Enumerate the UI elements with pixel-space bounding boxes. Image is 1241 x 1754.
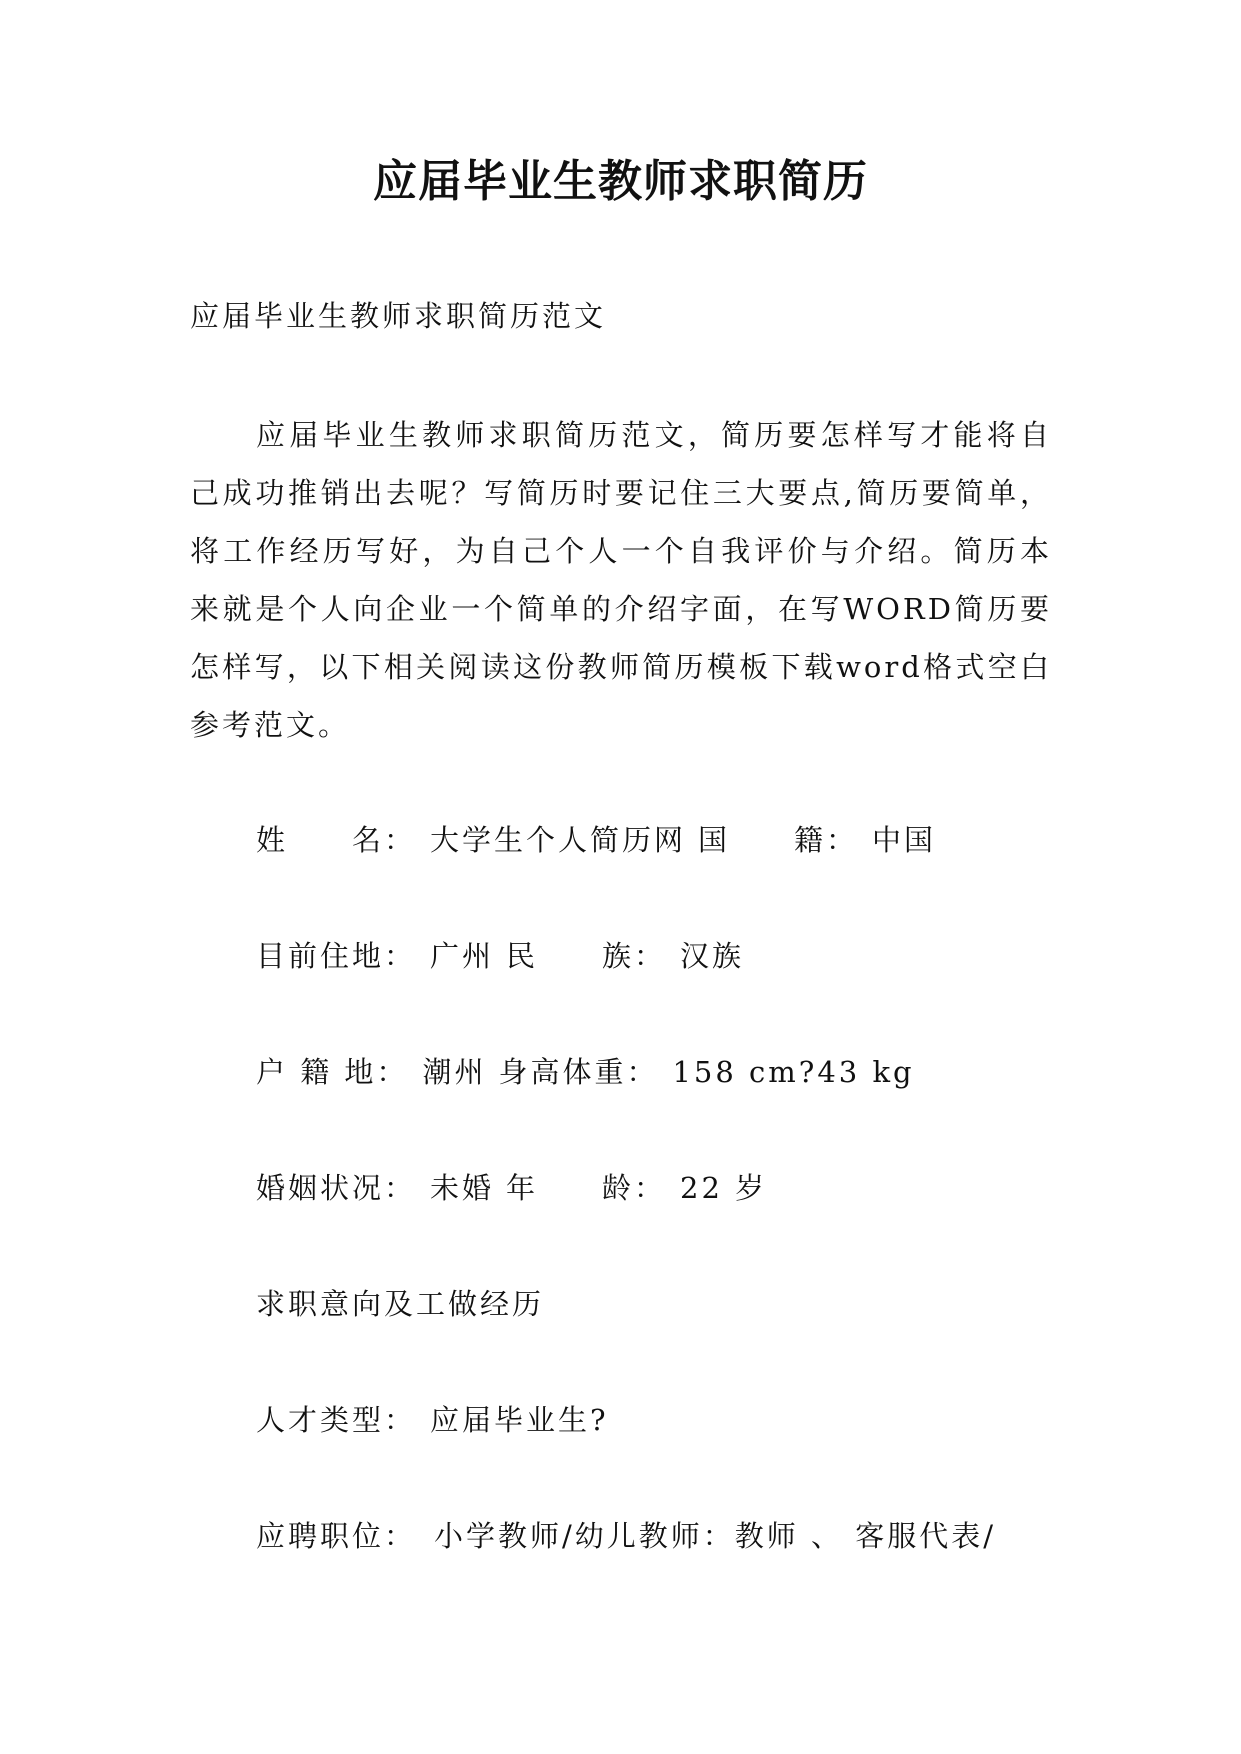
hukou-label: 户 籍 地： <box>256 1055 409 1089</box>
info-row-name-nationality <box>256 820 936 860</box>
height-weight-label: 身高体重： <box>498 1055 659 1089</box>
age-value: 22 岁 <box>680 1171 768 1205</box>
marital-value: 未婚 <box>430 1171 495 1205</box>
position-label: 应聘职位： <box>256 1519 417 1553</box>
info-row-talent-type <box>256 1400 609 1440</box>
marital-label: 婚姻状况： <box>256 1171 417 1205</box>
ethnicity-label: 民 族： <box>506 939 667 973</box>
height-weight-value: 158 cm?43 kg <box>672 1055 915 1089</box>
name-label: 姓 名： <box>256 823 417 857</box>
intro-paragraph: 应届毕业生教师求职简历范文，简历要怎样写才能将自己成功推销出去呢？写简历时要记住三大要点,简历要简单，将工作经历写好，为自己个人一个自我评价与介绍。简历本来就是个人向企业一个简单的介绍字面，在写WORD简历要怎样写，以下相关阅读这份教师简历模板下载word格式空白参考范文。 <box>190 418 1052 742</box>
info-row-hukou-height <box>256 1052 915 1092</box>
ethnicity-value: 汉族 <box>680 939 745 973</box>
page-title: 应届毕业生教师求职简历 <box>373 156 868 207</box>
nationality-value: 中国 <box>872 823 937 857</box>
position-value: 小学教师/幼儿教师：教师 、 客服代表/ <box>434 1519 996 1553</box>
residence-value: 广州 <box>430 939 495 973</box>
age-label: 年 龄： <box>506 1171 667 1205</box>
residence-label: 目前住地： <box>256 939 417 973</box>
nationality-label: 国 籍： <box>698 823 859 857</box>
name-value: 大学生个人简历网 <box>430 823 687 857</box>
info-row-marital-age <box>256 1168 767 1208</box>
document-subtitle: 应届毕业生教师求职简历范文 <box>190 299 607 333</box>
info-row-residence-ethnicity <box>256 936 744 976</box>
hukou-value: 潮州 <box>422 1055 487 1089</box>
talent-type-value: 应届毕业生? <box>430 1403 609 1437</box>
talent-type-label: 人才类型： <box>256 1403 417 1437</box>
info-row-position <box>256 1516 996 1556</box>
section-heading: 求职意向及工做经历 <box>256 1287 545 1321</box>
